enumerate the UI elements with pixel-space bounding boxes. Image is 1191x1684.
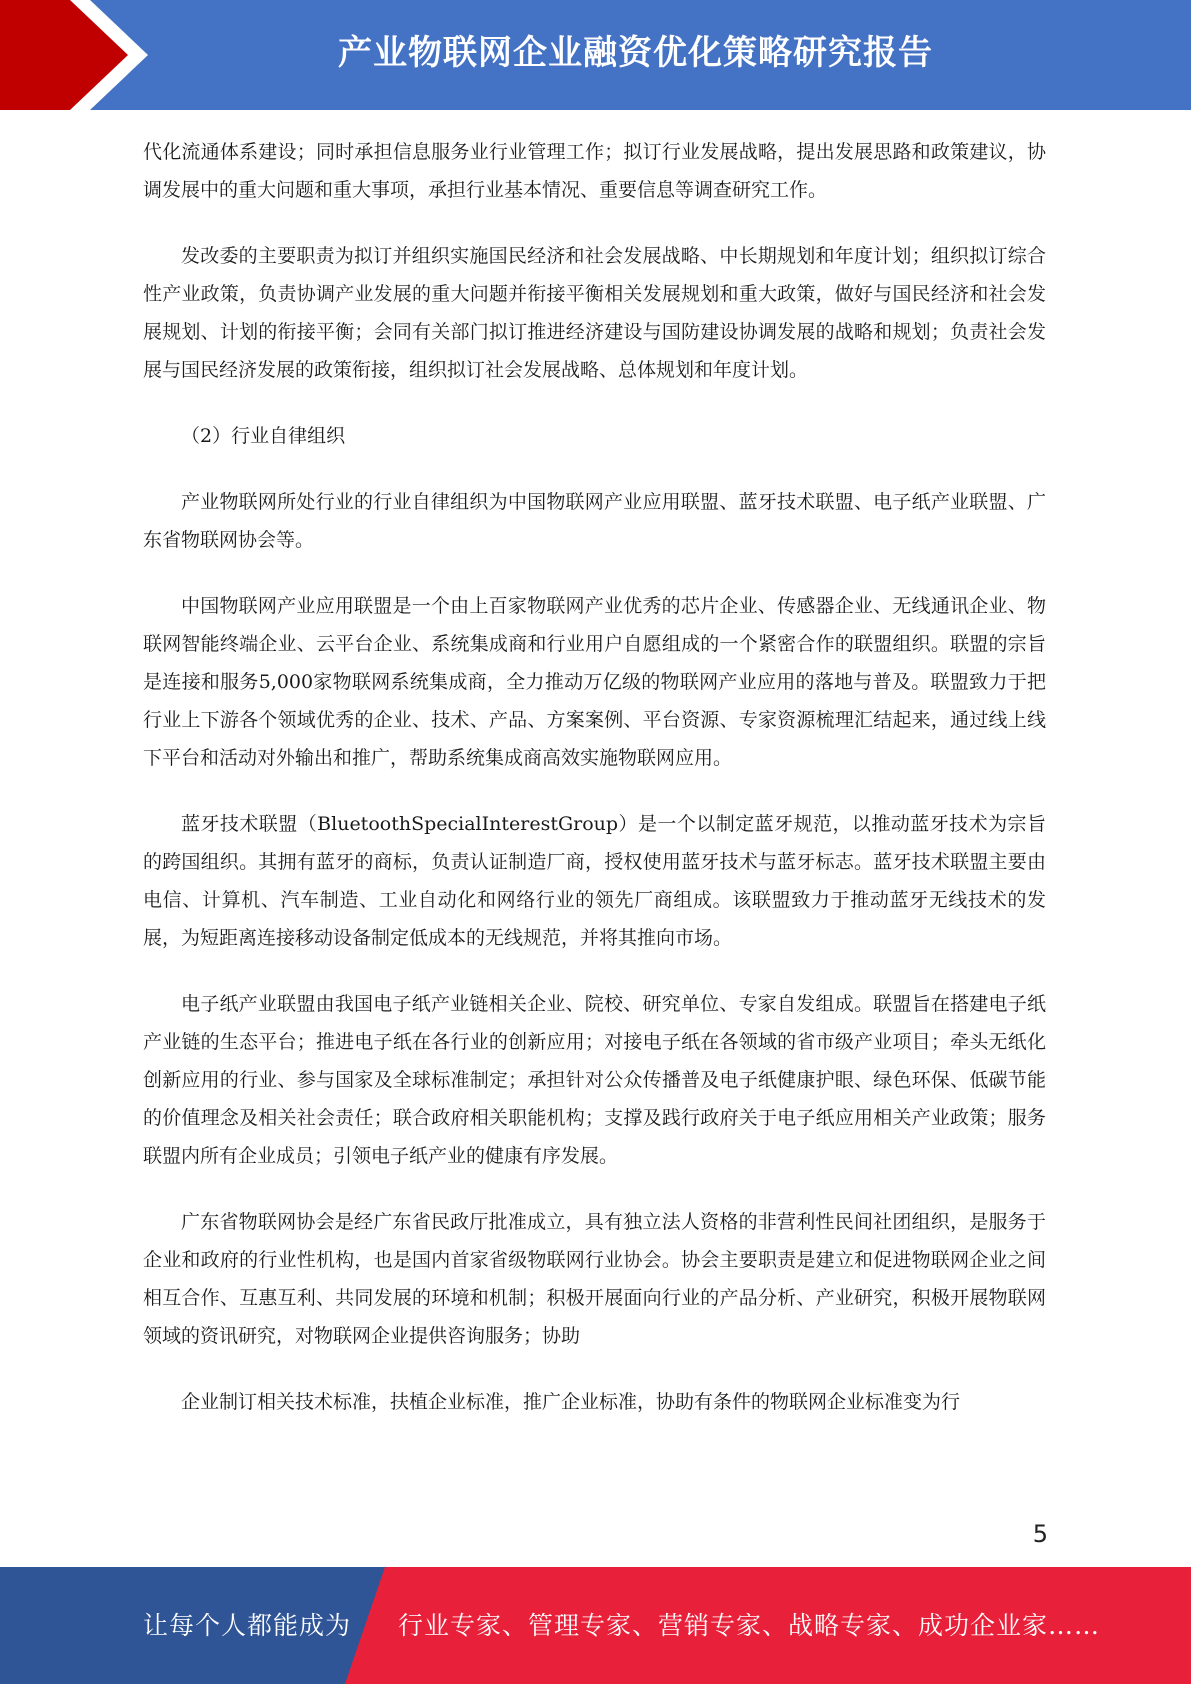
document-body bbox=[143, 133, 1046, 1449]
paragraph-standards-continued: 企业制订相关技术标准，扶植企业标准，推广企业标准，协助有条件的物联网企业标准变为行 bbox=[181, 1391, 961, 1413]
page-header bbox=[0, 0, 1191, 110]
section-subheading: （2）行业自律组织 bbox=[181, 425, 346, 447]
page-footer bbox=[0, 1567, 1191, 1684]
paragraph-iot-alliance: 中国物联网产业应用联盟是一个由上百家物联网产业优秀的芯片企业、传感器企业、无线通讯企业、物联网智能终端企业、云平台企业、系统集成商和行业用户自愿组成的一个紧密合作的联盟组织。联盟的宗旨是连接和服务5,000家物联网系统集成商，全力推动万亿级的物联网产业应用的落地与普及。联盟致力于把行业上下游各个领域优秀的企业、技术、产品、方案案例、平台资源、专家资源梳理汇结起来，通过线上线下平台和活动对外输出和推广，帮助系统集成商高效实施物联网应用。 bbox=[143, 595, 1046, 769]
paragraph-epaper-alliance: 电子纸产业联盟由我国电子纸产业链相关企业、院校、研究单位、专家自发组成。联盟旨在搭建电子纸产业链的生态平台；推进电子纸在各行业的创新应用；对接电子纸在各领域的省市级产业项目；牵头无纸化创新应用的行业、参与国家及全球标准制定；承担针对公众传播普及电子纸健康护眼、绿色环保、低碳节能的价值理念及相关社会责任；联合政府相关职能机构；支撑及践行政府关于电子纸应用相关产业政策；服务联盟内所有企业成员；引领电子纸产业的健康有序发展。 bbox=[143, 993, 1046, 1167]
paragraph-guangdong-iot-association: 广东省物联网协会是经广东省民政厅批准成立，具有独立法人资格的非营利性民间社团组织，是服务于企业和政府的行业性机构，也是国内首家省级物联网行业协会。协会主要职责是建立和促进物联网企业之间相互合作、互惠互利、共同发展的环境和机制；积极开展面向行业的产品分析、产业研究，积极开展物联网领域的资讯研究，对物联网企业提供咨询服务；协助 bbox=[143, 1211, 1046, 1347]
footer-slogan-right: 行业专家、管理专家、营销专家、战略专家、成功企业家…… bbox=[398, 1611, 1101, 1640]
footer-slogan-left: 让每个人都能成为 bbox=[143, 1611, 352, 1640]
paragraph-ndrc-duties: 发改委的主要职责为拟订并组织实施国民经济和社会发展战略、中长期规划和年度计划；组织拟订综合性产业政策，负责协调产业发展的重大问题并衔接平衡相关发展规划和重大政策，做好与国民经济和社会发展规划、计划的衔接平衡；会同有关部门拟订推进经济建设与国防建设协调发展的战略和规划；负责社会发展与国民经济发展的政策衔接，组织拟订社会发展战略、总体规划和年度计划。 bbox=[143, 245, 1046, 381]
paragraph-bluetooth-sig: 蓝牙技术联盟（BluetoothSpecialInterestGroup）是一个以制定蓝牙规范，以推动蓝牙技术为宗旨的跨国组织。其拥有蓝牙的商标，负责认证制造厂商，授权使用蓝牙技术与蓝牙标志。蓝牙技术联盟主要由电信、计算机、汽车制造、工业自动化和网络行业的领先厂商组成。该联盟致力于推动蓝牙无线技术的发展，为短距离连接移动设备制定低成本的无线规范，并将其推向市场。 bbox=[143, 813, 1046, 949]
report-title: 产业物联网企业融资优化策略研究报告 bbox=[338, 33, 933, 73]
page-number: 5 bbox=[1032, 1520, 1048, 1548]
paragraph-self-regulatory-orgs: 产业物联网所处行业的行业自律组织为中国物联网产业应用联盟、蓝牙技术联盟、电子纸产业联盟、广东省物联网协会等。 bbox=[143, 491, 1046, 551]
paragraph-continuation: 代化流通体系建设；同时承担信息服务业行业管理工作；拟订行业发展战略，提出发展思路和政策建议，协调发展中的重大问题和重大事项，承担行业基本情况、重要信息等调查研究工作。 bbox=[143, 141, 1046, 201]
